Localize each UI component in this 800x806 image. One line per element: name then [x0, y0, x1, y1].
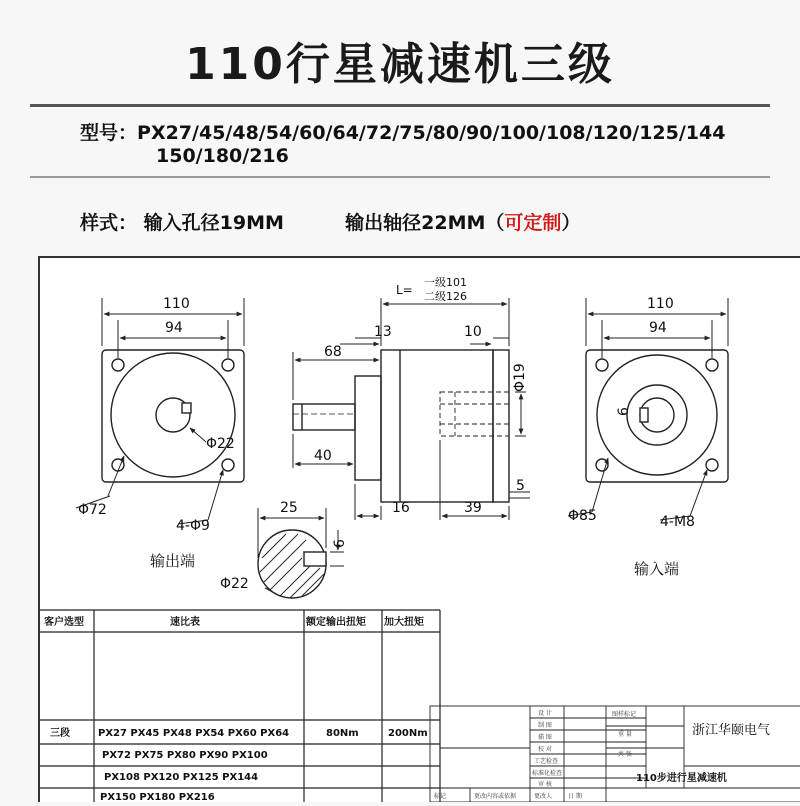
dim-16: 16	[392, 500, 410, 516]
spec-divider	[30, 176, 770, 178]
tb-footer-person: 更改人	[534, 793, 553, 800]
tb-weight: 重 量	[618, 731, 632, 738]
title-divider	[30, 104, 770, 107]
length-two-stage: 二级126	[424, 290, 467, 303]
tb-process: 工艺检查	[534, 758, 559, 765]
style-label: 样式：	[80, 212, 138, 234]
dim-68: 68	[324, 344, 342, 360]
dim-d22-left: Φ22	[206, 436, 235, 452]
tb-sheets: 共 张	[618, 751, 632, 758]
title-block	[430, 706, 800, 802]
dim-39: 39	[464, 500, 482, 516]
table-header-rated: 额定输出扭矩	[306, 617, 366, 628]
ratio-row-4: PX150 PX180 PX216	[100, 792, 215, 802]
tb-approve: 审 核	[538, 781, 552, 788]
model-line-1	[80, 118, 725, 145]
tb-standard: 标准化检查	[532, 770, 563, 777]
dim-110-right: 110	[647, 296, 674, 312]
input-bore: 输入孔径19MM	[143, 212, 284, 234]
technical-drawing	[38, 256, 800, 802]
dim-holes-left: 4-Φ9	[176, 518, 210, 534]
tb-check: 校 对	[538, 746, 552, 753]
rated-torque: 80Nm	[326, 728, 359, 739]
paren-close: ）	[561, 212, 581, 234]
dim-94-right: 94	[649, 320, 667, 336]
dim-key-6: 6	[332, 539, 348, 548]
tb-drafting: 制 图	[538, 722, 552, 729]
dim-5: 5	[516, 478, 525, 494]
tb-design: 设 计	[538, 710, 552, 717]
input-end-view	[568, 298, 728, 520]
drawing-canvas	[40, 258, 800, 802]
ratio-row-2: PX72 PX75 PX80 PX90 PX100	[102, 750, 268, 761]
output-end-caption: 输出端	[150, 552, 196, 570]
max-torque: 200Nm	[388, 728, 428, 739]
tb-mark: 图样标记	[612, 711, 637, 718]
dim-40: 40	[314, 448, 332, 464]
dim-10: 10	[464, 324, 482, 340]
model-list-1: PX27/45/48/54/60/64/72/75/80/90/100/108/120/125/144	[137, 122, 726, 144]
output-shaft: 输出轴径22MM（	[345, 212, 505, 234]
table-header-max: 加大扭矩	[384, 617, 424, 628]
dim-6-right: 6	[616, 407, 632, 416]
model-line-2: 150/180/216	[156, 145, 289, 167]
tb-tracing: 描 图	[538, 734, 552, 741]
tb-footer-date: 日 期	[568, 793, 582, 800]
length-one-stage: 一级101	[424, 276, 467, 289]
ratio-row-3: PX108 PX120 PX125 PX144	[104, 772, 259, 783]
model-label: 型号：	[80, 122, 138, 144]
page-title: 110行星减速机三级	[185, 39, 615, 90]
drawing-name: 110步进行星减速机	[636, 773, 727, 784]
tb-footer-change: 更改内容或依据	[474, 793, 517, 800]
dim-d85: Φ85	[568, 508, 597, 524]
dim-key-25: 25	[280, 500, 298, 516]
ratio-row-1: PX27 PX45 PX48 PX54 PX60 PX64	[98, 728, 290, 739]
table-header-ratio: 速比表	[170, 617, 200, 628]
company-name: 浙江华颐电气	[692, 723, 771, 738]
side-view	[293, 298, 530, 520]
style-line	[80, 208, 580, 235]
table-stage: 三段	[50, 728, 70, 739]
table-header-customer: 客户选型	[44, 617, 84, 628]
dim-key-d22: Φ22	[220, 576, 249, 592]
dim-13: 13	[374, 324, 392, 340]
shaft-key-section	[258, 508, 344, 598]
customizable-note: 可定制	[504, 212, 562, 234]
input-end-caption: 输入端	[634, 560, 680, 578]
output-end-view	[76, 298, 244, 524]
dim-d19: Φ19	[512, 363, 528, 392]
tb-footer-mark: 标记	[434, 793, 447, 800]
length-label: L=	[396, 283, 413, 297]
dim-94-left: 94	[165, 320, 183, 336]
dim-d72: Φ72	[78, 502, 107, 518]
dim-110-left: 110	[163, 296, 190, 312]
dim-holes-right: 4-M8	[660, 514, 695, 530]
